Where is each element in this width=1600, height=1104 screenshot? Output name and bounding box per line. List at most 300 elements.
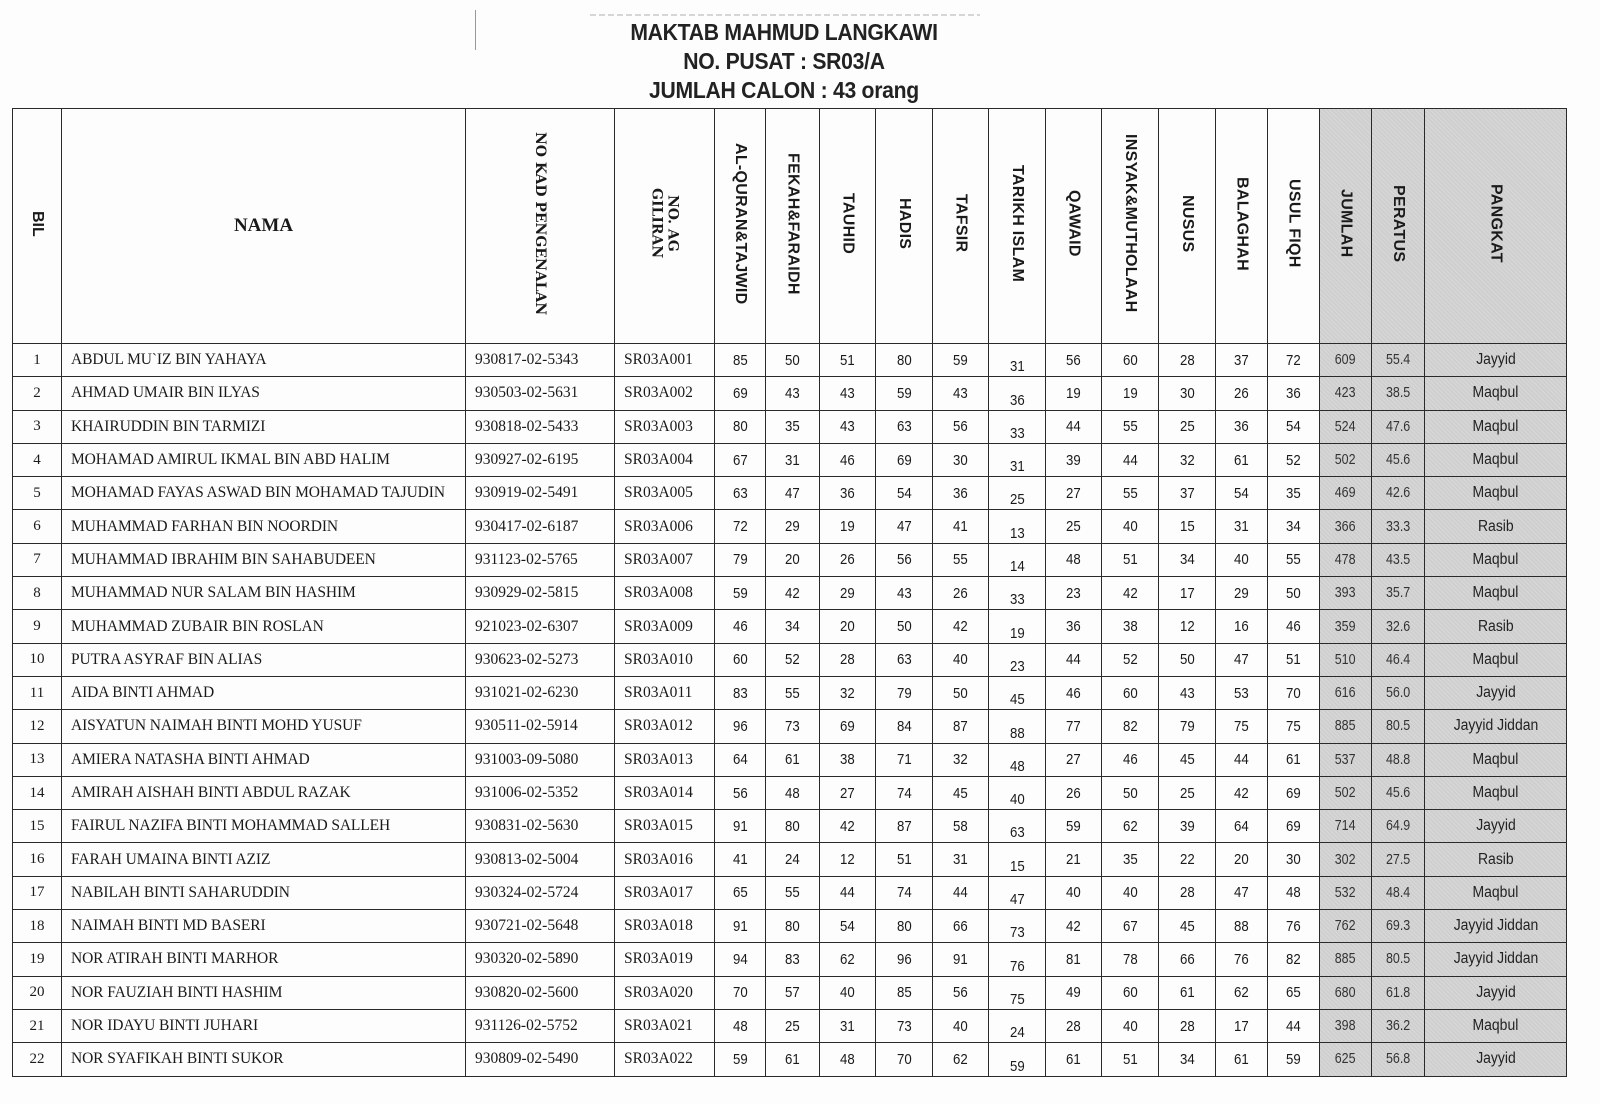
- table-row: [13, 810, 1567, 843]
- subject-score: 13: [989, 510, 1046, 543]
- candidate-name: AMIERA NATASHA BINTI AHMAD: [62, 743, 466, 776]
- grade: Jayyid: [1425, 1043, 1567, 1076]
- candidate-name: NOR ATIRAH BINTI MARHOR: [62, 943, 466, 976]
- subject-score: 40: [989, 776, 1046, 809]
- subject-score: 30: [1268, 843, 1320, 876]
- subject-score: 32: [1159, 443, 1216, 476]
- subject-score: 17: [1216, 1009, 1268, 1042]
- subject-score: 76: [1216, 943, 1268, 976]
- subject-score: 67: [1102, 910, 1159, 943]
- subject-score: 87: [933, 710, 989, 743]
- subject-score: 25: [989, 477, 1046, 510]
- total-score: 359: [1320, 610, 1372, 643]
- subject-score: 20: [766, 543, 820, 576]
- subject-score: 59: [989, 1043, 1046, 1076]
- subject-score: 63: [715, 477, 766, 510]
- col-header-subject: USUL FIQH: [1268, 109, 1320, 344]
- subject-score: 31: [989, 443, 1046, 476]
- table-row: [13, 410, 1567, 443]
- results-table: [12, 108, 1567, 1077]
- exam-number: SR03A021: [615, 1009, 715, 1042]
- subject-score: 58: [933, 810, 989, 843]
- subject-score: 61: [766, 743, 820, 776]
- col-header-ic: NO KAD PENGENALAN: [466, 109, 615, 344]
- col-header-peratus: PERATUS: [1372, 109, 1425, 344]
- exam-number: SR03A004: [615, 443, 715, 476]
- row-number: 17: [13, 876, 62, 909]
- row-number: 12: [13, 710, 62, 743]
- subject-score: 42: [766, 577, 820, 610]
- candidate-name: MUHAMMAD ZUBAIR BIN ROSLAN: [62, 610, 466, 643]
- col-header-subject: BALAGHAH: [1216, 109, 1268, 344]
- subject-score: 61: [1046, 1043, 1102, 1076]
- subject-score: 49: [1046, 976, 1102, 1009]
- total-score: 469: [1320, 477, 1372, 510]
- subject-score: 28: [1046, 1009, 1102, 1042]
- grade: Maqbul: [1425, 577, 1567, 610]
- subject-score: 42: [1102, 577, 1159, 610]
- col-header-nama: NAMA: [62, 109, 466, 344]
- total-score: 885: [1320, 943, 1372, 976]
- subject-score: 44: [1102, 443, 1159, 476]
- total-score: 680: [1320, 976, 1372, 1009]
- subject-score: 60: [1102, 344, 1159, 377]
- exam-number: SR03A018: [615, 910, 715, 943]
- subject-score: 56: [715, 776, 766, 809]
- subject-score: 59: [876, 377, 933, 410]
- subject-score: 59: [715, 577, 766, 610]
- percentage: 35.7: [1372, 577, 1425, 610]
- percentage: 47.6: [1372, 410, 1425, 443]
- row-number: 2: [13, 377, 62, 410]
- col-header-subject: HADIS: [876, 109, 933, 344]
- exam-number: SR03A017: [615, 876, 715, 909]
- subject-score: 48: [820, 1043, 876, 1076]
- percentage: 48.4: [1372, 876, 1425, 909]
- subject-score: 50: [876, 610, 933, 643]
- exam-number: SR03A003: [615, 410, 715, 443]
- subject-score: 22: [1159, 843, 1216, 876]
- subject-score: 19: [1102, 377, 1159, 410]
- subject-score: 66: [1159, 943, 1216, 976]
- subject-score: 75: [1268, 710, 1320, 743]
- subject-score: 62: [820, 943, 876, 976]
- total-score: 616: [1320, 676, 1372, 709]
- subject-score: 62: [1102, 810, 1159, 843]
- subject-score: 34: [766, 610, 820, 643]
- subject-score: 48: [1046, 543, 1102, 576]
- table-row: [13, 943, 1567, 976]
- table-row: [13, 477, 1567, 510]
- subject-score: 36: [933, 477, 989, 510]
- exam-number: SR03A020: [615, 976, 715, 1009]
- subject-score: 46: [715, 610, 766, 643]
- subject-score: 44: [1268, 1009, 1320, 1042]
- grade: Maqbul: [1425, 477, 1567, 510]
- subject-score: 61: [766, 1043, 820, 1076]
- subject-score: 94: [715, 943, 766, 976]
- subject-score: 50: [933, 676, 989, 709]
- subject-score: 25: [1159, 776, 1216, 809]
- total-score: 625: [1320, 1043, 1372, 1076]
- ic-number: 930820-02-5600: [466, 976, 615, 1009]
- subject-score: 76: [989, 943, 1046, 976]
- subject-score: 45: [933, 776, 989, 809]
- subject-score: 44: [933, 876, 989, 909]
- subject-score: 52: [766, 643, 820, 676]
- subject-score: 56: [933, 410, 989, 443]
- subject-score: 79: [876, 676, 933, 709]
- subject-score: 55: [766, 876, 820, 909]
- col-header-bil: BIL: [13, 109, 62, 344]
- subject-score: 46: [1102, 743, 1159, 776]
- table-row: [13, 910, 1567, 943]
- candidate-name: NABILAH BINTI SAHARUDDIN: [62, 876, 466, 909]
- table-row: [13, 377, 1567, 410]
- row-number: 18: [13, 910, 62, 943]
- ic-number: 930818-02-5433: [466, 410, 615, 443]
- subject-score: 48: [715, 1009, 766, 1042]
- col-header-jumlah: JUMLAH: [1320, 109, 1372, 344]
- total-score: 524: [1320, 410, 1372, 443]
- subject-score: 63: [876, 643, 933, 676]
- subject-score: 40: [820, 976, 876, 1009]
- percentage: 56.0: [1372, 676, 1425, 709]
- subject-score: 31: [1216, 510, 1268, 543]
- subject-score: 31: [933, 843, 989, 876]
- subject-score: 52: [1268, 443, 1320, 476]
- subject-score: 26: [1216, 377, 1268, 410]
- percentage: 48.8: [1372, 743, 1425, 776]
- table-row: [13, 344, 1567, 377]
- subject-score: 36: [820, 477, 876, 510]
- percentage: 45.6: [1372, 443, 1425, 476]
- exam-number: SR03A001: [615, 344, 715, 377]
- subject-score: 91: [715, 910, 766, 943]
- table-row: [13, 676, 1567, 709]
- subject-score: 24: [766, 843, 820, 876]
- subject-score: 40: [1046, 876, 1102, 909]
- subject-score: 51: [876, 843, 933, 876]
- subject-score: 43: [933, 377, 989, 410]
- subject-score: 44: [1046, 410, 1102, 443]
- grade: Maqbul: [1425, 543, 1567, 576]
- subject-score: 51: [1268, 643, 1320, 676]
- table-row: [13, 976, 1567, 1009]
- subject-score: 26: [820, 543, 876, 576]
- subject-score: 80: [766, 910, 820, 943]
- total-score: 423: [1320, 377, 1372, 410]
- exam-number: SR03A011: [615, 676, 715, 709]
- subject-score: 59: [715, 1043, 766, 1076]
- exam-number: SR03A015: [615, 810, 715, 843]
- subject-score: 47: [876, 510, 933, 543]
- total-score: 537: [1320, 743, 1372, 776]
- candidate-name: AIDA BINTI AHMAD: [62, 676, 466, 709]
- subject-score: 70: [1268, 676, 1320, 709]
- total-score: 502: [1320, 443, 1372, 476]
- subject-score: 47: [766, 477, 820, 510]
- subject-score: 46: [820, 443, 876, 476]
- candidate-name: MUHAMMAD NUR SALAM BIN HASHIM: [62, 577, 466, 610]
- grade: Jayyid: [1425, 344, 1567, 377]
- grade: Maqbul: [1425, 876, 1567, 909]
- exam-number: SR03A002: [615, 377, 715, 410]
- subject-score: 53: [1216, 676, 1268, 709]
- subject-score: 70: [876, 1043, 933, 1076]
- subject-score: 43: [820, 410, 876, 443]
- row-number: 14: [13, 776, 62, 809]
- percentage: 32.6: [1372, 610, 1425, 643]
- subject-score: 71: [876, 743, 933, 776]
- percentage: 45.6: [1372, 776, 1425, 809]
- col-header-subject: NUSUS: [1159, 109, 1216, 344]
- total-score: 478: [1320, 543, 1372, 576]
- subject-score: 34: [1268, 510, 1320, 543]
- subject-score: 50: [1268, 577, 1320, 610]
- subject-score: 78: [1102, 943, 1159, 976]
- grade: Maqbul: [1425, 443, 1567, 476]
- col-header-subject: TARIKH ISLAM: [989, 109, 1046, 344]
- subject-score: 87: [876, 810, 933, 843]
- subject-score: 45: [1159, 910, 1216, 943]
- subject-score: 56: [876, 543, 933, 576]
- table-row: [13, 577, 1567, 610]
- percentage: 46.4: [1372, 643, 1425, 676]
- grade: Maqbul: [1425, 377, 1567, 410]
- subject-score: 64: [1216, 810, 1268, 843]
- col-header-ag: NO. AG GILIRAN: [615, 109, 715, 344]
- exam-number: SR03A008: [615, 577, 715, 610]
- subject-score: 61: [1268, 743, 1320, 776]
- subject-score: 54: [820, 910, 876, 943]
- grade: Rasib: [1425, 843, 1567, 876]
- subject-score: 38: [1102, 610, 1159, 643]
- row-number: 21: [13, 1009, 62, 1042]
- candidate-name: AHMAD UMAIR BIN ILYAS: [62, 377, 466, 410]
- subject-score: 69: [715, 377, 766, 410]
- candidate-name: MUHAMMAD FARHAN BIN NOORDIN: [62, 510, 466, 543]
- subject-score: 91: [933, 943, 989, 976]
- ic-number: 931126-02-5752: [466, 1009, 615, 1042]
- total-score: 762: [1320, 910, 1372, 943]
- subject-score: 84: [876, 710, 933, 743]
- col-header-subject: INSYAK&MUTHOLAAH: [1102, 109, 1159, 344]
- ic-number: 930320-02-5890: [466, 943, 615, 976]
- subject-score: 44: [1046, 643, 1102, 676]
- subject-score: 35: [1102, 843, 1159, 876]
- subject-score: 63: [989, 810, 1046, 843]
- candidate-name: NOR IDAYU BINTI JUHARI: [62, 1009, 466, 1042]
- subject-score: 66: [933, 910, 989, 943]
- subject-score: 45: [1159, 743, 1216, 776]
- subject-score: 40: [933, 1009, 989, 1042]
- ic-number: 930927-02-6195: [466, 443, 615, 476]
- subject-score: 54: [876, 477, 933, 510]
- subject-score: 61: [1159, 976, 1216, 1009]
- subject-score: 75: [989, 976, 1046, 1009]
- subject-score: 35: [766, 410, 820, 443]
- grade: Jayyid Jiddan: [1425, 910, 1567, 943]
- subject-score: 15: [1159, 510, 1216, 543]
- ic-number: 930831-02-5630: [466, 810, 615, 843]
- subject-score: 80: [715, 410, 766, 443]
- candidate-name: ABDUL MU`IZ BIN YAHAYA: [62, 344, 466, 377]
- candidate-count: JUMLAH CALON : 43 orang: [649, 77, 919, 103]
- ic-number: 931003-09-5080: [466, 743, 615, 776]
- ic-number: 931123-02-5765: [466, 543, 615, 576]
- percentage: 61.8: [1372, 976, 1425, 1009]
- candidate-name: NAIMAH BINTI MD BASERI: [62, 910, 466, 943]
- percentage: 80.5: [1372, 943, 1425, 976]
- subject-score: 69: [1268, 810, 1320, 843]
- row-number: 3: [13, 410, 62, 443]
- subject-score: 43: [766, 377, 820, 410]
- subject-score: 42: [1216, 776, 1268, 809]
- exam-number: SR03A012: [615, 710, 715, 743]
- subject-score: 72: [715, 510, 766, 543]
- grade: Jayyid: [1425, 976, 1567, 1009]
- grade: Rasib: [1425, 510, 1567, 543]
- subject-score: 52: [1102, 643, 1159, 676]
- subject-score: 79: [715, 543, 766, 576]
- table-row: [13, 1043, 1567, 1076]
- subject-score: 85: [876, 976, 933, 1009]
- scan-artifact: [590, 14, 980, 16]
- candidate-name: AISYATUN NAIMAH BINTI MOHD YUSUF: [62, 710, 466, 743]
- subject-score: 51: [820, 344, 876, 377]
- subject-score: 28: [1159, 344, 1216, 377]
- ic-number: 930813-02-5004: [466, 843, 615, 876]
- subject-score: 27: [820, 776, 876, 809]
- candidate-name: MUHAMMAD IBRAHIM BIN SAHABUDEEN: [62, 543, 466, 576]
- subject-score: 40: [1102, 876, 1159, 909]
- subject-score: 63: [876, 410, 933, 443]
- ic-number: 930919-02-5491: [466, 477, 615, 510]
- subject-score: 74: [876, 876, 933, 909]
- percentage: 27.5: [1372, 843, 1425, 876]
- subject-score: 55: [766, 676, 820, 709]
- subject-score: 16: [1216, 610, 1268, 643]
- table-row: [13, 710, 1567, 743]
- subject-score: 60: [1102, 676, 1159, 709]
- subject-score: 23: [989, 643, 1046, 676]
- subject-score: 35: [1268, 477, 1320, 510]
- subject-score: 59: [1046, 810, 1102, 843]
- col-header-pangkat: PANGKAT: [1425, 109, 1567, 344]
- subject-score: 74: [876, 776, 933, 809]
- subject-score: 96: [876, 943, 933, 976]
- row-number: 15: [13, 810, 62, 843]
- center-number: NO. PUSAT : SR03/A: [683, 48, 885, 74]
- subject-score: 38: [820, 743, 876, 776]
- row-number: 8: [13, 577, 62, 610]
- candidate-name: AMIRAH AISHAH BINTI ABDUL RAZAK: [62, 776, 466, 809]
- subject-score: 88: [1216, 910, 1268, 943]
- subject-score: 81: [1046, 943, 1102, 976]
- subject-score: 77: [1046, 710, 1102, 743]
- table-row: [13, 543, 1567, 576]
- subject-score: 88: [989, 710, 1046, 743]
- subject-score: 65: [1268, 976, 1320, 1009]
- exam-number: SR03A019: [615, 943, 715, 976]
- candidate-name: KHAIRUDDIN BIN TARMIZI: [62, 410, 466, 443]
- school-title: MAKTAB MAHMUD LANGKAWI: [630, 19, 938, 45]
- subject-score: 15: [989, 843, 1046, 876]
- exam-number: SR03A016: [615, 843, 715, 876]
- table-row: [13, 643, 1567, 676]
- total-score: 393: [1320, 577, 1372, 610]
- subject-score: 47: [1216, 643, 1268, 676]
- grade: Rasib: [1425, 610, 1567, 643]
- subject-score: 56: [1046, 344, 1102, 377]
- subject-score: 82: [1268, 943, 1320, 976]
- subject-score: 29: [1216, 577, 1268, 610]
- subject-score: 33: [989, 577, 1046, 610]
- subject-score: 42: [933, 610, 989, 643]
- subject-score: 59: [1268, 1043, 1320, 1076]
- subject-score: 85: [715, 344, 766, 377]
- subject-score: 69: [820, 710, 876, 743]
- candidate-name: PUTRA ASYRAF BIN ALIAS: [62, 643, 466, 676]
- subject-score: 47: [1216, 876, 1268, 909]
- subject-score: 36: [1216, 410, 1268, 443]
- percentage: 36.2: [1372, 1009, 1425, 1042]
- subject-score: 17: [1159, 577, 1216, 610]
- col-header-subject: AL-QURAN&TAJWID: [715, 109, 766, 344]
- subject-score: 43: [876, 577, 933, 610]
- subject-score: 50: [1159, 643, 1216, 676]
- subject-score: 60: [1102, 976, 1159, 1009]
- ic-number: 930623-02-5273: [466, 643, 615, 676]
- header-row: [13, 109, 1567, 344]
- subject-score: 32: [933, 743, 989, 776]
- subject-score: 25: [1159, 410, 1216, 443]
- subject-score: 59: [933, 344, 989, 377]
- subject-score: 55: [1102, 477, 1159, 510]
- subject-score: 69: [1268, 776, 1320, 809]
- subject-score: 28: [1159, 876, 1216, 909]
- document-header: [0, 18, 1568, 105]
- subject-score: 31: [820, 1009, 876, 1042]
- subject-score: 69: [876, 443, 933, 476]
- subject-score: 44: [1216, 743, 1268, 776]
- ic-number: 930503-02-5631: [466, 377, 615, 410]
- subject-score: 30: [1159, 377, 1216, 410]
- subject-score: 83: [715, 676, 766, 709]
- subject-score: 39: [1046, 443, 1102, 476]
- table-row: [13, 510, 1567, 543]
- grade: Maqbul: [1425, 643, 1567, 676]
- subject-score: 96: [715, 710, 766, 743]
- subject-score: 67: [715, 443, 766, 476]
- subject-score: 20: [820, 610, 876, 643]
- subject-score: 65: [715, 876, 766, 909]
- subject-score: 55: [933, 543, 989, 576]
- subject-score: 75: [1216, 710, 1268, 743]
- subject-score: 46: [1268, 610, 1320, 643]
- total-score: 398: [1320, 1009, 1372, 1042]
- col-header-subject: FEKAH&FARAIDH: [766, 109, 820, 344]
- total-score: 532: [1320, 876, 1372, 909]
- subject-score: 44: [820, 876, 876, 909]
- percentage: 38.5: [1372, 377, 1425, 410]
- row-number: 13: [13, 743, 62, 776]
- subject-score: 46: [1046, 676, 1102, 709]
- subject-score: 36: [1046, 610, 1102, 643]
- subject-score: 29: [820, 577, 876, 610]
- percentage: 69.3: [1372, 910, 1425, 943]
